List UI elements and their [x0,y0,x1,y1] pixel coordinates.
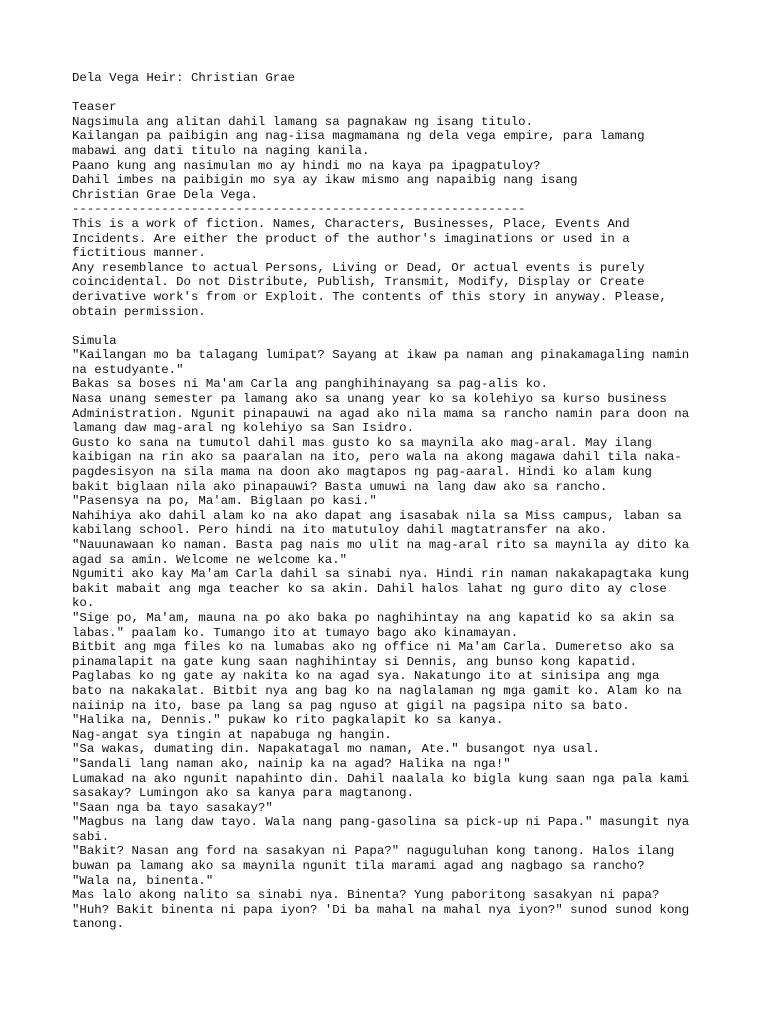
text-line: Gusto ko sana na tumutol dahil mas gusto ko sa maynila ako mag-aral. May ilang [72,435,652,450]
blank-line [72,319,702,334]
text-line: Nagsimula ang alitan dahil lamang sa pagnakaw ng isang titulo. [72,114,534,129]
text-line: "Magbus na lang daw tayo. Wala nang pang-gasolina sa pick-up ni Papa." masungit nya [72,815,690,830]
text-line: Bitbit ang mga files ko na lumabas ako ng office ni Ma'am Carla. Dumeretso ako sa [72,640,675,655]
text-line: "Kailangan mo ba talagang lumipat? Sayang at ikaw pa naman ang pinakamagaling namin [72,348,690,363]
text-line: "Wala na, binenta." [72,873,214,888]
text-line: kabilang school. Pero hindi na ito matutuloy dahil magtatransfer na ako. [72,523,608,538]
blank-line [72,86,702,101]
text-line: Kailangan pa paibigin ang nag-iisa magmamana ng dela vega empire, para lamang [72,129,645,144]
section-heading-simula: Simula [72,333,117,348]
text-line: Administration. Ngunit pinapauwi na agad ako nila mama sa rancho namin para doon na [72,406,690,421]
text-line: kaibigan na rin ako sa paaralan na ito, pero wala na akong magawa dahil tila naka- [72,450,682,465]
text-line: Mas lalo akong nalito sa sinabi nya. Binenta? Yung paboritong sasakyan ni papa? [72,888,660,903]
text-line: labas." paalam ko. Tumango ito at tumayo bago ako kinamayan. [72,625,519,640]
text-line: sasakay? Lumingon ako sa kanya para magtanong. [72,786,415,801]
text-line: tanong. [72,917,125,932]
text-line: pinamalapit na gate kung saan naghihintay si Dennis, ang bunso kong kapatid. [72,654,638,669]
text-line: Paano kung ang nasimulan mo ay hindi mo na kaya pa ipagpatuloy? [72,158,541,173]
text-line: agad sa amin. Welcome ne welcome ka." [72,552,348,567]
text-line: bakit biglaan nila ako pinapauwi? Basta umuwi na lang daw ako sa rancho. [72,479,608,494]
section-heading-teaser: Teaser [72,100,117,115]
document-title: Dela Vega Heir: Christian Grae [72,71,296,85]
text-line: coincidental. Do not Distribute, Publish, Transmit, Modify, Display or Create [72,275,645,290]
text-line: "Bakit? Nasan ang ford na sasakyan ni Papa?" naguguluhan kong tanong. Halos ilang [72,844,675,859]
text-line: ko. [72,596,95,611]
text-line: bakit mabait ang mga teacher ko sa akin. Dahil halos lahat ng guro dito ay close [72,581,667,596]
text-line: "Saan nga ba tayo sasakay?" [72,800,273,815]
text-line: Dahil imbes na paibigin mo sya ay ikaw mismo ang napaibig nang isang [72,173,578,188]
text-line: obtain permission. [72,304,206,319]
text-line: Nahihiya ako dahil alam ko na ako dapat ang isasabak nila sa Miss campus, laban sa [72,508,682,523]
text-line: pagdesisyon na sila mama na doon ako magtapos ng pag-aaral. Hindi ko alam kung [72,465,652,480]
text-line: sabi. [72,829,110,844]
text-line: Bakas sa boses ni Ma'am Carla ang panghihinayang sa pag-alis ko. [72,377,548,392]
text-line: Christian Grae Dela Vega. [72,187,258,202]
text-line: Any resemblance to actual Persons, Living or Dead, Or actual events is purely [72,260,645,275]
text-line: Lumakad na ako ngunit napahinto din. Dahil naalala ko bigla kung saan nga pala kami [72,771,690,786]
text-line: buwan pa lamang ako sa maynila ngunit tila marami agad ang nagbago sa rancho? [72,859,645,874]
text-line: Nag-angat sya tingin at napabuga ng hangin. [72,727,392,742]
document-page [72,71,702,932]
text-line: na estudyante." [72,362,184,377]
text-line: derivative work's from or Exploit. The contents of this story in anyway. Please, [72,289,667,304]
text-line: Incidents. Are either the product of the author's imaginations or used in a [72,231,630,246]
text-line: lamang daw mag-aral ng kolehiyo sa San Isidro. [72,421,415,436]
text-line: "Halika na, Dennis." pukaw ko rito pagkalapit ko sa kanya. [72,713,504,728]
text-line: "Sige po, Ma'am, mauna na po ako baka po naghihintay na ang kapatid ko sa akin sa [72,610,675,625]
text-line: naiinip na ito, base pa lang sa pag nguso at gigil na pagsipa nito sa bato. [72,698,630,713]
text-line: "Nauunawaan ko naman. Basta pag nais mo ulit na mag-aral rito sa maynila ay dito ka [72,538,690,552]
text-line: "Pasensya na po, Ma'am. Biglaan po kasi." [72,494,377,509]
text-line: Nasa unang semester pa lamang ako sa unang year ko sa kolehiyo sa kurso business [72,392,667,407]
text-line: fictitious manner. [72,246,206,261]
text-line: Ngumiti ako kay Ma'am Carla dahil sa sinabi nya. Hindi rin naman nakakapagtaka kung [72,567,690,582]
text-line: Paglabas ko ng gate ay nakita ko na agad sya. Nakatungo ito at sinisipa ang mga [72,669,660,684]
text-line: mabawi ang dati titulo na naging kanila. [72,143,370,158]
text-line: "Huh? Bakit binenta ni papa iyon? 'Di ba mahal na mahal nya iyon?" sunod sunod kong [72,902,690,917]
text-line: This is a work of fiction. Names, Characters, Businesses, Place, Events And [72,216,630,231]
text-line: bato na nakakalat. Bitbit nya ang bag ko na naglalaman ng mga gamit ko. Alam ko na [72,683,682,698]
separator-line: ------------------------------------------------------------- [72,202,526,217]
text-line: "Sandali lang naman ako, nainip ka na agad? Halika na nga!" [72,756,511,771]
text-line: "Sa wakas, dumating din. Napakatagal mo naman, Ate." busangot nya usal. [72,742,600,757]
